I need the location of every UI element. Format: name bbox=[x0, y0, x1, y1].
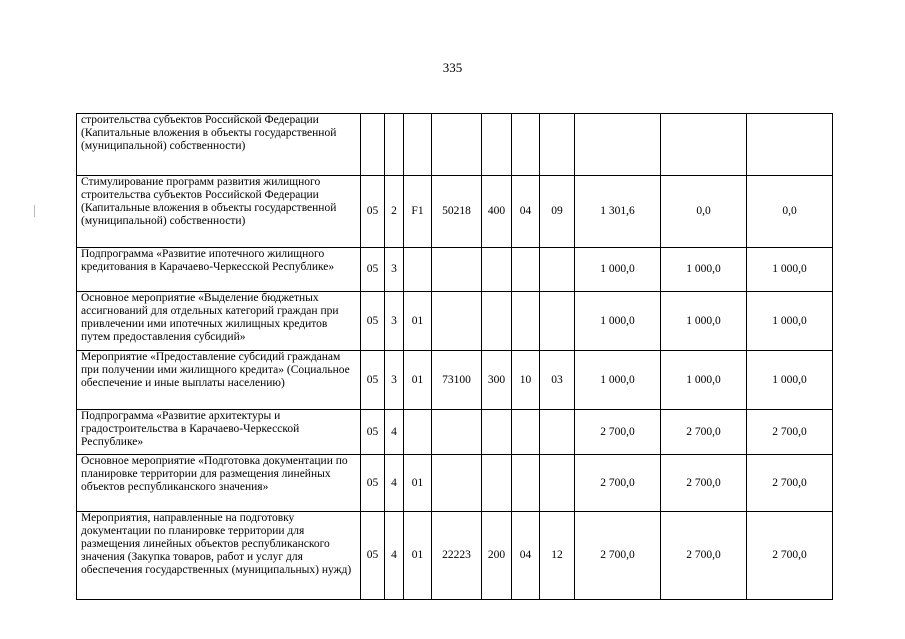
section-code bbox=[512, 455, 540, 512]
subprogram-code: 3 bbox=[385, 248, 404, 292]
subsection-code: 03 bbox=[540, 351, 575, 410]
subprogram-code: 2 bbox=[385, 176, 404, 248]
table-row bbox=[77, 176, 833, 248]
amount-year-2 bbox=[661, 114, 747, 176]
row-name: Мероприятия, направленные на подготовку документации по планировке территории для размещения линейных объектов республиканского значения (Закупка товаров, работ и услуг для обеспечения государственных (муниципальных) нужд) bbox=[77, 512, 361, 600]
row-name: строительства субъектов Российской Федерации (Капитальные вложения в объекты государственной (муниципальной) собственности) bbox=[77, 114, 361, 176]
table-row bbox=[77, 351, 833, 410]
direction-code bbox=[432, 248, 482, 292]
table-row bbox=[77, 292, 833, 351]
section-code: 10 bbox=[512, 351, 540, 410]
amount-year-1: 2 700,0 bbox=[575, 512, 661, 600]
subsection-code bbox=[540, 455, 575, 512]
table-row bbox=[77, 512, 833, 600]
direction-code bbox=[432, 410, 482, 455]
amount-year-1: 1 000,0 bbox=[575, 292, 661, 351]
budget-table bbox=[76, 113, 833, 600]
event-code: 01 bbox=[404, 292, 432, 351]
event-code: F1 bbox=[404, 176, 432, 248]
section-code bbox=[512, 292, 540, 351]
program-code: 05 bbox=[361, 248, 385, 292]
event-code: 01 bbox=[404, 512, 432, 600]
event-code bbox=[404, 410, 432, 455]
amount-year-3: 2 700,0 bbox=[747, 410, 833, 455]
program-code: 05 bbox=[361, 512, 385, 600]
section-code bbox=[512, 114, 540, 176]
event-code bbox=[404, 114, 432, 176]
expense-type-code: 400 bbox=[482, 176, 512, 248]
row-name: Основное мероприятие «Выделение бюджетных ассигнований для отдельных категорий граждан при привлечении ими ипотечных жилищных кредитов путем предоставления субсидий» bbox=[77, 292, 361, 351]
expense-type-code bbox=[482, 292, 512, 351]
amount-year-2: 2 700,0 bbox=[661, 512, 747, 600]
amount-year-1: 2 700,0 bbox=[575, 410, 661, 455]
direction-code: 50218 bbox=[432, 176, 482, 248]
amount-year-3: 2 700,0 bbox=[747, 512, 833, 600]
row-name: Подпрограмма «Развитие ипотечного жилищного кредитования в Карачаево-Черкесской Республике» bbox=[77, 248, 361, 292]
expense-type-code bbox=[482, 455, 512, 512]
direction-code bbox=[432, 455, 482, 512]
event-code: 01 bbox=[404, 351, 432, 410]
amount-year-2: 1 000,0 bbox=[661, 292, 747, 351]
table-row bbox=[77, 248, 833, 292]
amount-year-2: 1 000,0 bbox=[661, 248, 747, 292]
row-name: Мероприятие «Предоставление субсидий гражданам при получении ими жилищного кредита» (Социальное обеспечение и иные выплаты населению) bbox=[77, 351, 361, 410]
subprogram-code: 4 bbox=[385, 512, 404, 600]
subsection-code bbox=[540, 292, 575, 351]
amount-year-1: 2 700,0 bbox=[575, 455, 661, 512]
program-code: 05 bbox=[361, 176, 385, 248]
table-row bbox=[77, 455, 833, 512]
program-code: 05 bbox=[361, 292, 385, 351]
row-name: Основное мероприятие «Подготовка документации по планировке территории для размещения линейных объектов республиканского значения» bbox=[77, 455, 361, 512]
section-code bbox=[512, 410, 540, 455]
subprogram-code: 4 bbox=[385, 455, 404, 512]
amount-year-3: 2 700,0 bbox=[747, 455, 833, 512]
section-code: 04 bbox=[512, 176, 540, 248]
expense-type-code: 200 bbox=[482, 512, 512, 600]
expense-type-code bbox=[482, 248, 512, 292]
amount-year-3: 1 000,0 bbox=[747, 351, 833, 410]
amount-year-3: 1 000,0 bbox=[747, 248, 833, 292]
expense-type-code bbox=[482, 114, 512, 176]
expense-type-code: 300 bbox=[482, 351, 512, 410]
event-code: 01 bbox=[404, 455, 432, 512]
expense-type-code bbox=[482, 410, 512, 455]
subprogram-code bbox=[385, 114, 404, 176]
subprogram-code: 3 bbox=[385, 351, 404, 410]
direction-code: 73100 bbox=[432, 351, 482, 410]
amount-year-2: 0,0 bbox=[661, 176, 747, 248]
amount-year-1: 1 000,0 bbox=[575, 248, 661, 292]
section-code: 04 bbox=[512, 512, 540, 600]
subprogram-code: 4 bbox=[385, 410, 404, 455]
table-body bbox=[77, 114, 833, 600]
scan-artifact bbox=[34, 205, 35, 217]
row-name: Стимулирование программ развития жилищного строительства субъектов Российской Федерации (Капитальные вложения в объекты государственной (муниципальной) собственности) bbox=[77, 176, 361, 248]
amount-year-1 bbox=[575, 114, 661, 176]
subsection-code bbox=[540, 410, 575, 455]
direction-code bbox=[432, 114, 482, 176]
program-code: 05 bbox=[361, 410, 385, 455]
amount-year-3: 1 000,0 bbox=[747, 292, 833, 351]
table-row bbox=[77, 114, 833, 176]
program-code: 05 bbox=[361, 455, 385, 512]
page-number: 335 bbox=[442, 60, 463, 75]
subsection-code: 12 bbox=[540, 512, 575, 600]
table-row bbox=[77, 410, 833, 455]
direction-code bbox=[432, 292, 482, 351]
amount-year-1: 1 000,0 bbox=[575, 351, 661, 410]
direction-code: 22223 bbox=[432, 512, 482, 600]
row-name: Подпрограмма «Развитие архитектуры и градостроительства в Карачаево-Черкесской Республике» bbox=[77, 410, 361, 455]
amount-year-3 bbox=[747, 114, 833, 176]
amount-year-2: 1 000,0 bbox=[661, 351, 747, 410]
program-code: 05 bbox=[361, 351, 385, 410]
program-code bbox=[361, 114, 385, 176]
subsection-code: 09 bbox=[540, 176, 575, 248]
subsection-code bbox=[540, 248, 575, 292]
section-code bbox=[512, 248, 540, 292]
amount-year-1: 1 301,6 bbox=[575, 176, 661, 248]
amount-year-2: 2 700,0 bbox=[661, 410, 747, 455]
event-code bbox=[404, 248, 432, 292]
subprogram-code: 3 bbox=[385, 292, 404, 351]
amount-year-3: 0,0 bbox=[747, 176, 833, 248]
subsection-code bbox=[540, 114, 575, 176]
amount-year-2: 2 700,0 bbox=[661, 455, 747, 512]
